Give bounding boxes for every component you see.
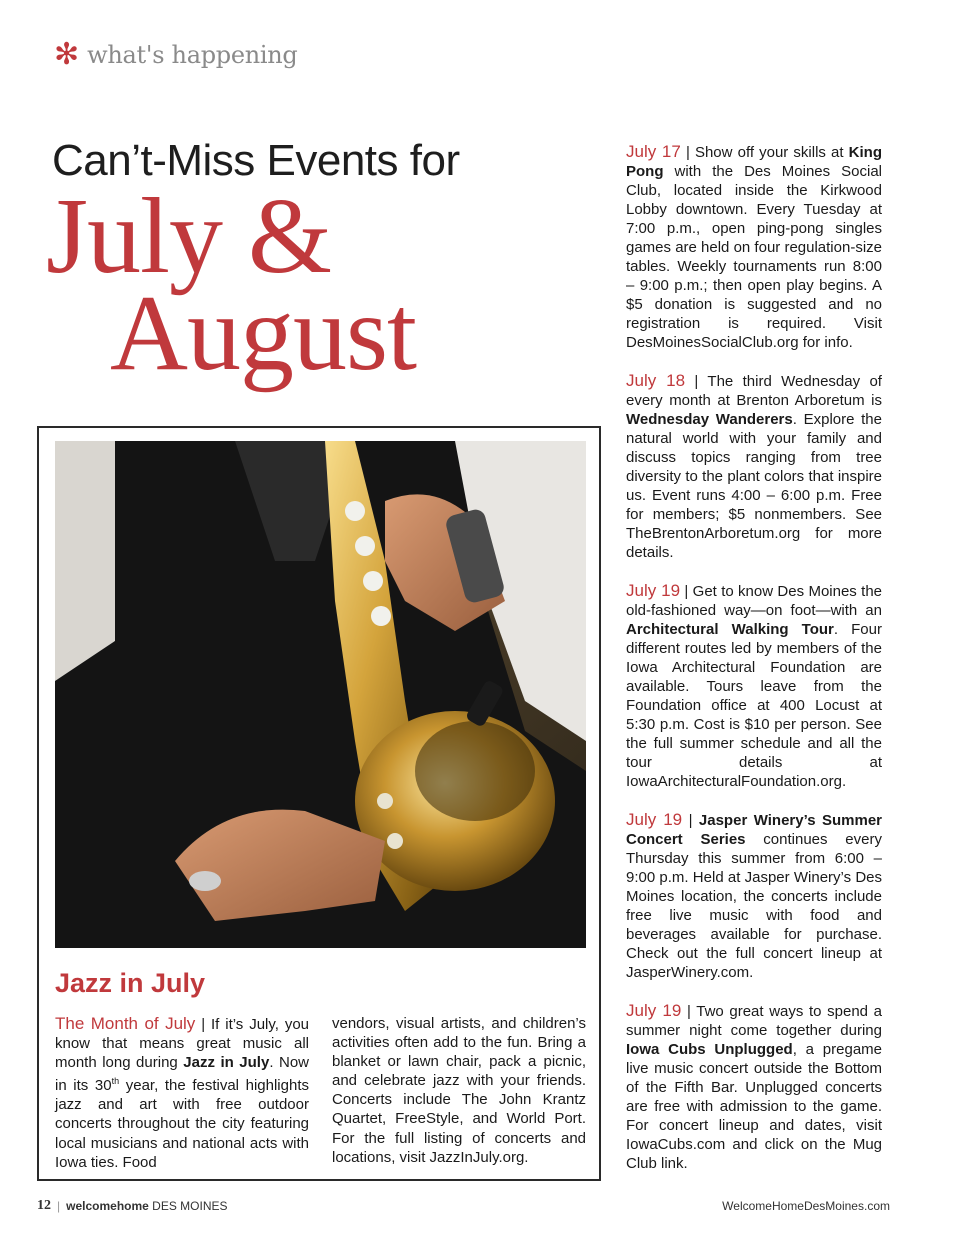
event-text-post: , a pregame live music concert outside the Bottom of the Fifth Bar. Unplugged concerts are free with admission to the game. For concert lineup and dates, visit IowaCubs.com and click on the Mug Club link. <box>626 1041 883 1172</box>
footer-brand <box>66 1199 227 1213</box>
saxophone-photo <box>55 441 586 948</box>
event-item <box>626 581 882 791</box>
headline-intro: Can’t-Miss Events for <box>52 136 460 185</box>
headline-august: August <box>110 274 417 393</box>
feature-text-1a: | If it’s July, you know that means great music all month long during <box>55 1016 309 1072</box>
event-text-post: . Explore the natural world with your family and discuss topics ranging from tree diversity to the plant colors that inspire us. Event runs 4:00 – 6:00 p.m. Free for members; $5 nonmembers. See TheBrentonArboretum.org for more details. <box>626 411 882 561</box>
event-name: King Pong <box>626 144 882 180</box>
feature-sup: th <box>111 1076 120 1087</box>
event-date: July 19 <box>626 1001 682 1020</box>
event-text-pre: | Get to know Des Moines the old-fashioned way—on foot—with an <box>626 583 883 619</box>
event-date: July 19 <box>626 581 681 600</box>
feature-lead: The Month of July <box>55 1014 196 1033</box>
event-text-pre: | The third Wednesday of every month at Brenton Arboretum is <box>626 373 882 409</box>
feature-text-1c: year, the festival highlights jazz and art with free outdoor concerts throughout the city featuring local musicians and national acts with Iowa ties. Food <box>55 1077 309 1171</box>
jazz-in-july-bold: Jazz in July <box>183 1054 270 1072</box>
event-item <box>626 142 882 352</box>
event-item <box>626 1001 882 1173</box>
event-text-post: continues every Thursday this summer from 6:00 – 9:00 p.m. Held at Jasper Winery’s Des Moines location, the concerts include free live music with food and beverages available for purchase. Check out the full concert lineup at JasperWinery.com. <box>626 831 882 981</box>
footer-divider: | <box>57 1199 61 1213</box>
event-name: Iowa Cubs Unplugged <box>626 1041 793 1058</box>
jazz-feature-box <box>37 426 601 1181</box>
asterisk-icon: ✻ <box>54 38 80 71</box>
headline-july: July & <box>46 177 332 296</box>
events-column <box>626 142 882 1192</box>
event-text-pre: | Show off your skills at <box>680 144 849 161</box>
event-text-post: . Four different routes led by members of the Iowa Architectural Foundation are available. Tours leave from the Foundation office at 400 Locust at 5:30 p.m. Cost is $10 per person. See the full summer schedule and all the tour details at IowaArchitecturalFoundation.org. <box>626 621 882 790</box>
feature-column-2: vendors, visual artists, and children’s activities often add to the fun. Bring a blanket or lawn chair, pack a picnic, and celebrate jazz with your friends. Concerts include The John Krantz Quartet, FreeStyle, and World Port. For the full listing of concerts and locations, visit JazzInJuly.org. <box>332 1015 586 1166</box>
feature-text-1b: . Now in its 30 <box>55 1054 309 1095</box>
event-item <box>626 371 882 562</box>
section-label: what's happening <box>87 41 298 69</box>
event-date: July 19 <box>626 810 683 829</box>
event-name: Architectural Walking Tour <box>626 621 834 638</box>
event-text-post: with the Des Moines Social Club, located inside the Kirkwood Lobby downtown. Every Tuesday at 7:00 p.m., open ping-pong singles games are held on four regulation-size tables. Weekly tournaments run 8:00 – 9:00 p.m.; then open play begins. A $5 donation is suggested and no registration is required. Visit DesMoinesSocialClub.org for info. <box>626 163 882 351</box>
event-item <box>626 810 882 982</box>
footer-left <box>37 1198 228 1214</box>
section-tag <box>54 40 298 70</box>
feature-title: Jazz in July <box>55 968 206 998</box>
page-number: 12 <box>37 1198 51 1213</box>
event-text-pre: | Two great ways to spend a summer night come together during <box>626 1003 882 1039</box>
footer-brand-bold: welcomehome <box>66 1199 149 1213</box>
event-name: Jasper Winery’s Summer Concert Series <box>626 812 882 848</box>
event-date: July 17 <box>626 142 681 161</box>
feature-column-1 <box>55 1014 309 1172</box>
footer-website: WelcomeHomeDesMoines.com <box>722 1199 890 1213</box>
event-date: July 18 <box>626 371 686 390</box>
event-name: Wednesday Wanderers <box>626 411 793 428</box>
footer-brand-city: DES MOINES <box>152 1199 228 1213</box>
event-text-pre: | <box>682 812 699 829</box>
